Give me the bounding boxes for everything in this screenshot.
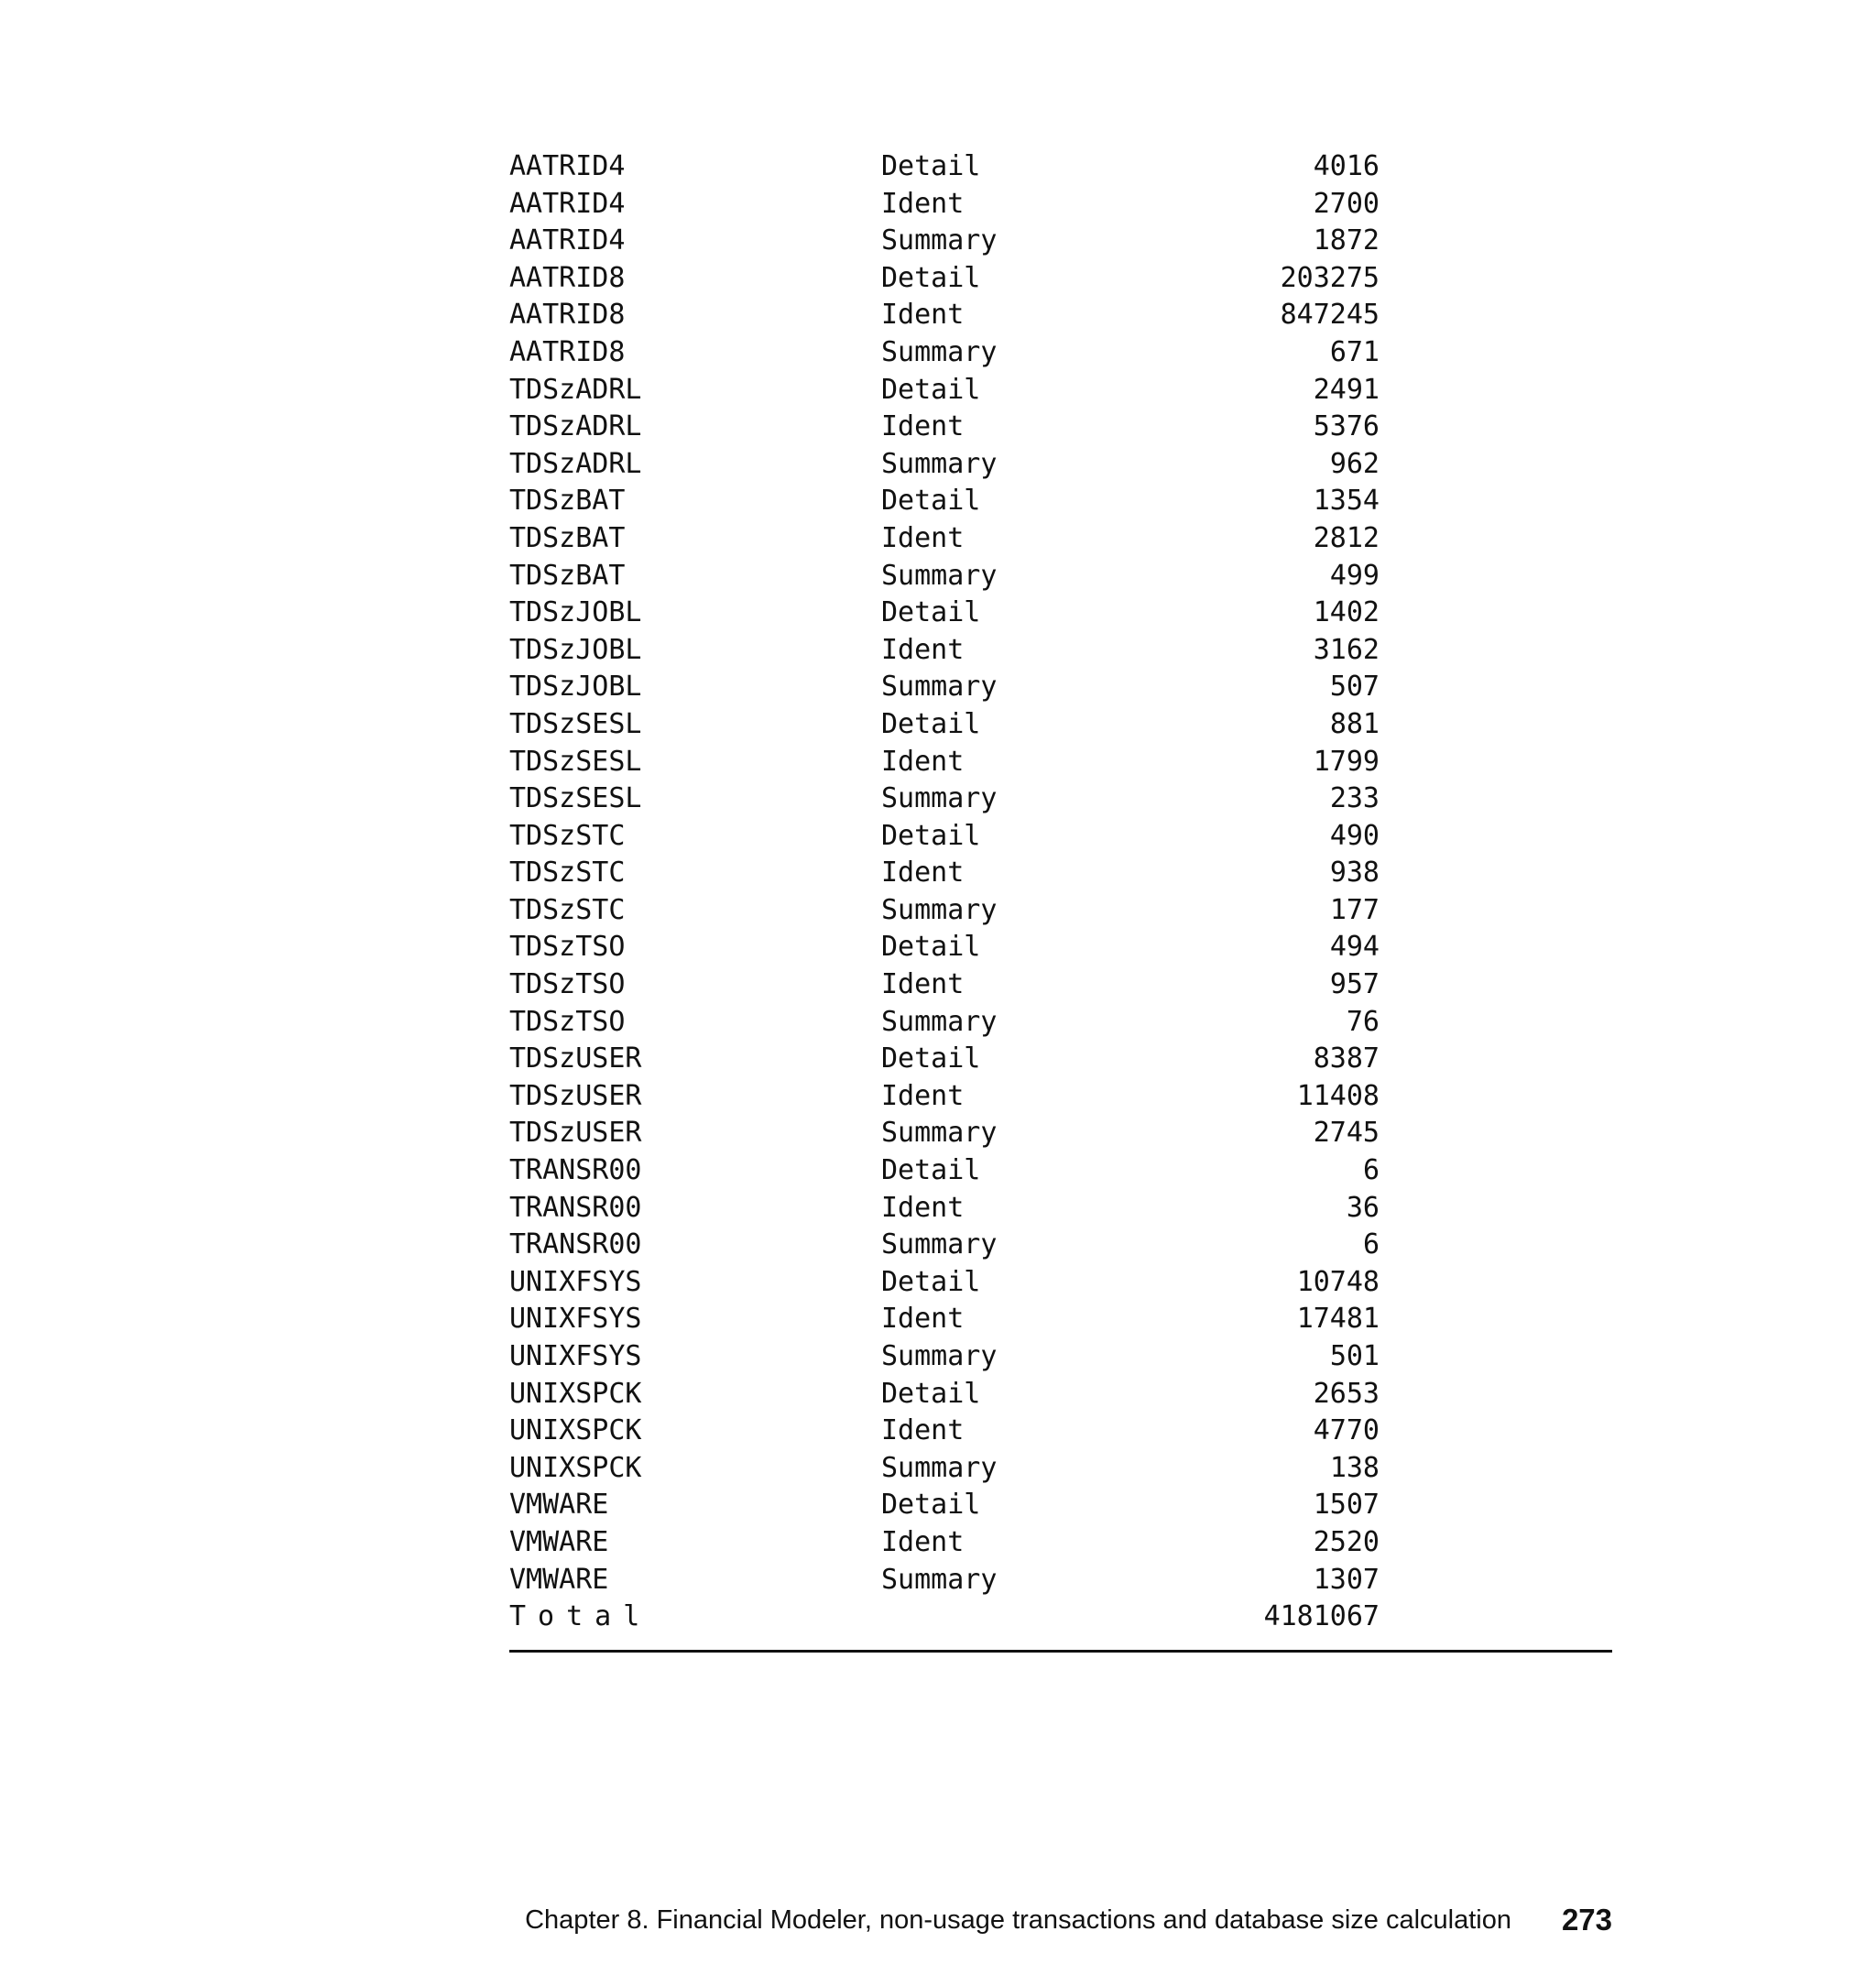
record-count: 4016 (1313, 150, 1380, 182)
record-count: 6 (1362, 1228, 1380, 1261)
record-count: 17481 (1296, 1303, 1380, 1336)
record-type: Detail (881, 1154, 981, 1187)
table-row (509, 1562, 1612, 1599)
page-footer (0, 1900, 1612, 1940)
table-row (509, 446, 1612, 484)
record-name: VMWARE (509, 1525, 609, 1558)
record-name: TDSzADRL (509, 410, 642, 443)
table-row (509, 186, 1612, 224)
record-name: TDSzJOBL (509, 633, 642, 666)
record-name: TDSzUSER (509, 1079, 642, 1112)
record-count: 8387 (1313, 1042, 1380, 1075)
record-count: 2745 (1313, 1117, 1380, 1150)
record-type: Ident (881, 1079, 965, 1112)
record-type: Ident (881, 410, 965, 443)
record-type: Ident (881, 299, 965, 332)
total-label: Total (509, 1600, 652, 1633)
chapter-title: Chapter 8. Financial Modeler, non-usage transactions and database size calculation (525, 1905, 1511, 1935)
record-count: 1507 (1313, 1489, 1380, 1522)
record-name: TDSzADRL (509, 447, 642, 480)
record-name: TDSzUSER (509, 1042, 642, 1075)
table-row (509, 1227, 1612, 1264)
record-type: Ident (881, 1191, 965, 1224)
record-name: TDSzSTC (509, 857, 626, 889)
record-name: TRANSR00 (509, 1154, 642, 1187)
record-count: 36 (1346, 1191, 1380, 1224)
record-count: 962 (1329, 447, 1380, 480)
record-name: TDSzSESL (509, 782, 642, 815)
table-row (509, 1524, 1612, 1562)
record-count: 501 (1329, 1340, 1380, 1372)
table-row (509, 1078, 1612, 1116)
record-name: AATRID8 (509, 299, 626, 332)
table-row (509, 297, 1612, 334)
record-type: Detail (881, 150, 981, 182)
record-type: Detail (881, 1042, 981, 1075)
record-count: 138 (1329, 1451, 1380, 1484)
table-row (509, 855, 1612, 892)
record-count: 507 (1329, 671, 1380, 704)
record-type: Summary (881, 1005, 998, 1038)
record-name: TDSzADRL (509, 373, 642, 406)
record-name: UNIXFSYS (509, 1265, 642, 1298)
table-row (509, 1301, 1612, 1338)
record-type: Detail (881, 707, 981, 740)
record-count-listing (509, 148, 1612, 1636)
record-type: Ident (881, 1303, 965, 1336)
record-type: Ident (881, 633, 965, 666)
record-name: VMWARE (509, 1563, 609, 1596)
record-name: TDSzTSO (509, 931, 626, 964)
record-type: Summary (881, 1117, 998, 1150)
table-row (509, 632, 1612, 670)
record-count: 11408 (1296, 1079, 1380, 1112)
table-row (509, 1338, 1612, 1376)
record-name: AATRID8 (509, 261, 626, 294)
total-row (509, 1599, 1612, 1636)
record-count: 2491 (1313, 373, 1380, 406)
record-count: 957 (1329, 968, 1380, 1001)
record-name: TRANSR00 (509, 1228, 642, 1261)
record-count: 6 (1362, 1154, 1380, 1187)
record-name: TDSzUSER (509, 1117, 642, 1150)
page-number: 273 (1561, 1903, 1612, 1937)
record-type: Ident (881, 1414, 965, 1447)
record-count: 1799 (1313, 745, 1380, 778)
record-type: Summary (881, 559, 998, 592)
record-type: Summary (881, 224, 998, 257)
record-type: Summary (881, 893, 998, 926)
record-count: 881 (1329, 707, 1380, 740)
record-count: 233 (1329, 782, 1380, 815)
record-name: TDSzSTC (509, 893, 626, 926)
record-name: TDSzSESL (509, 707, 642, 740)
record-type: Summary (881, 447, 998, 480)
record-name: TRANSR00 (509, 1191, 642, 1224)
table-row (509, 780, 1612, 818)
record-type: Summary (881, 1228, 998, 1261)
record-type: Ident (881, 857, 965, 889)
record-type: Detail (881, 485, 981, 518)
table-row (509, 706, 1612, 744)
record-type: Summary (881, 1451, 998, 1484)
record-name: TDSzSESL (509, 745, 642, 778)
record-type: Detail (881, 819, 981, 852)
record-name: AATRID4 (509, 187, 626, 220)
table-row (509, 1487, 1612, 1524)
table-row (509, 669, 1612, 706)
table-row (509, 558, 1612, 595)
record-type: Detail (881, 596, 981, 629)
table-bottom-rule (509, 1650, 1612, 1653)
record-name: UNIXSPCK (509, 1377, 642, 1410)
record-count: 2520 (1313, 1525, 1380, 1558)
table-row (509, 1264, 1612, 1302)
table-row (509, 372, 1612, 409)
record-type: Ident (881, 968, 965, 1001)
record-name: TDSzJOBL (509, 671, 642, 704)
record-type: Summary (881, 671, 998, 704)
table-row (509, 1450, 1612, 1488)
record-count: 177 (1329, 893, 1380, 926)
table-row (509, 1004, 1612, 1042)
record-name: TDSzBAT (509, 521, 626, 554)
record-type: Detail (881, 1377, 981, 1410)
record-name: TDSzSTC (509, 819, 626, 852)
record-name: UNIXSPCK (509, 1414, 642, 1447)
record-name: AATRID4 (509, 150, 626, 182)
record-count: 2700 (1313, 187, 1380, 220)
record-type: Summary (881, 1563, 998, 1596)
record-type: Detail (881, 1265, 981, 1298)
record-type: Detail (881, 931, 981, 964)
record-type: Detail (881, 261, 981, 294)
record-count: 1307 (1313, 1563, 1380, 1596)
table-row (509, 223, 1612, 260)
record-name: TDSzBAT (509, 485, 626, 518)
record-count: 499 (1329, 559, 1380, 592)
table-row (509, 744, 1612, 781)
table-row (509, 929, 1612, 966)
table-row (509, 818, 1612, 856)
table-row (509, 892, 1612, 930)
record-count: 2653 (1313, 1377, 1380, 1410)
record-type: Summary (881, 782, 998, 815)
table-row (509, 1041, 1612, 1078)
table-row (509, 520, 1612, 558)
table-row (509, 1190, 1612, 1228)
record-count: 1354 (1313, 485, 1380, 518)
table-row (509, 483, 1612, 520)
table-row (509, 260, 1612, 298)
record-count: 671 (1329, 335, 1380, 368)
record-name: TDSzBAT (509, 559, 626, 592)
record-count: 2812 (1313, 521, 1380, 554)
record-type: Detail (881, 373, 981, 406)
record-count: 490 (1329, 819, 1380, 852)
table-row (509, 1413, 1612, 1450)
table-row (509, 334, 1612, 372)
record-name: AATRID4 (509, 224, 626, 257)
record-type: Summary (881, 335, 998, 368)
record-count: 494 (1329, 931, 1380, 964)
record-count: 847245 (1280, 299, 1380, 332)
record-count: 10748 (1296, 1265, 1380, 1298)
record-name: TDSzJOBL (509, 596, 642, 629)
table-row (509, 1152, 1612, 1190)
record-count: 1402 (1313, 596, 1380, 629)
record-name: AATRID8 (509, 335, 626, 368)
record-name: UNIXFSYS (509, 1340, 642, 1372)
record-type: Detail (881, 1489, 981, 1522)
table-row (509, 1376, 1612, 1413)
record-count: 5376 (1313, 410, 1380, 443)
record-name: UNIXSPCK (509, 1451, 642, 1484)
record-count: 4770 (1313, 1414, 1380, 1447)
record-count: 3162 (1313, 633, 1380, 666)
record-type: Ident (881, 187, 965, 220)
record-count: 203275 (1280, 261, 1380, 294)
record-name: VMWARE (509, 1489, 609, 1522)
total-count: 4181067 (1263, 1600, 1380, 1633)
record-count: 76 (1346, 1005, 1380, 1038)
record-type: Ident (881, 521, 965, 554)
record-type: Ident (881, 745, 965, 778)
record-count: 1872 (1313, 224, 1380, 257)
record-count: 938 (1329, 857, 1380, 889)
table-row (509, 595, 1612, 632)
record-type: Summary (881, 1340, 998, 1372)
table-row (509, 966, 1612, 1004)
record-name: TDSzTSO (509, 1005, 626, 1038)
table-row (509, 148, 1612, 186)
table-row (509, 409, 1612, 446)
table-row (509, 1115, 1612, 1152)
record-name: UNIXFSYS (509, 1303, 642, 1336)
record-name: TDSzTSO (509, 968, 626, 1001)
record-type: Ident (881, 1525, 965, 1558)
